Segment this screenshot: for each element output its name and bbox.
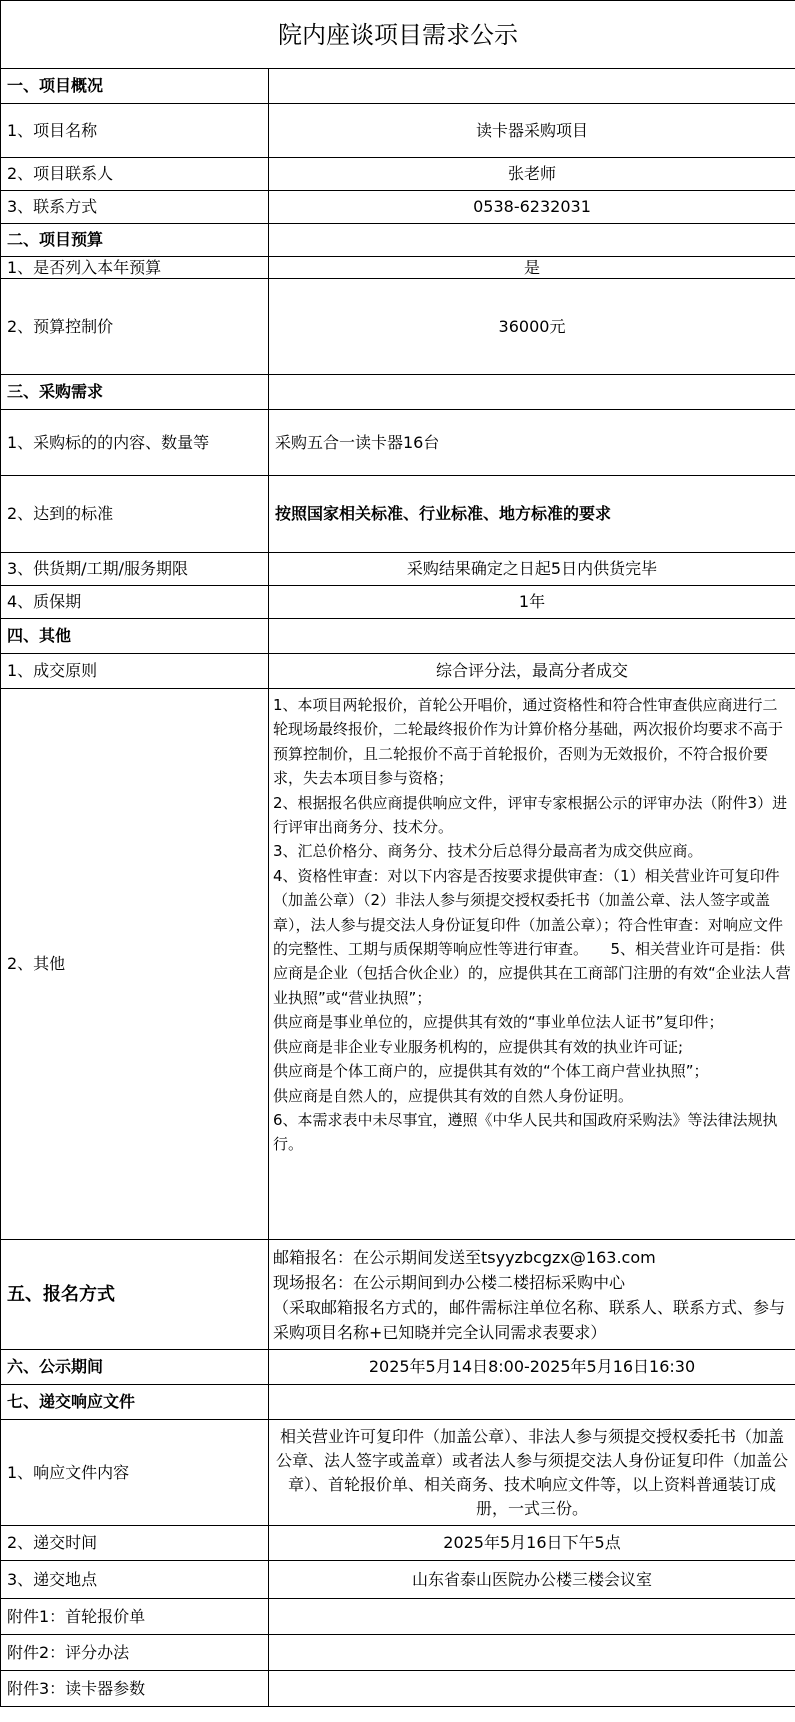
standard-value: 按照国家相关标准、行业标准、地方标准的要求 [269,476,795,553]
table-row [1,1671,795,1707]
row-label: 2、预算控制价 [1,279,269,375]
row-value [269,69,795,104]
table-row [1,1526,795,1561]
row-label: 1、成交原则 [1,654,269,689]
publicity-period-value: 2025年5月14日8:00-2025年5月16日16:30 [269,1350,795,1385]
table-row [1,279,795,375]
section-row [1,619,795,654]
row-label: 2、其他 [1,689,269,1240]
row-label: 3、联系方式 [1,191,269,224]
section-label: 三、采购需求 [1,375,269,410]
table-row [1,1599,795,1635]
table-row [1,476,795,553]
response-docs-value: 相关营业许可复印件（加盖公章）、非法人参与须提交授权委托书（加盖公章、法人签字或盖章）或者法人参与须提交法人身份证复印件（加盖公章）、首轮报价单、相关商务、技术响应文件等，以上资料普通装订成册，一式三份。 [269,1420,795,1526]
in-budget-value: 是 [269,257,795,279]
section-label: 六、公示期间 [1,1350,269,1385]
section-label: 七、递交响应文件 [1,1385,269,1420]
table-row [1,158,795,191]
terms-paragraph: 2、根据报名供应商提供响应文件，评审专家根据公示的评审办法（附件3）进行评审出商务分、技术分。 [273,793,788,837]
row-label: 1、是否列入本年预算 [1,257,269,279]
section-row [1,1350,795,1385]
row-label: 3、供货期/工期/服务期限 [1,553,269,586]
table-row [1,1420,795,1526]
attachment-label: 附件2：评分办法 [1,1635,269,1671]
section-label: 二、项目预算 [1,224,269,257]
section-row [1,375,795,410]
terms-paragraph: 供应商是非企业专业服务机构的，应提供其有效的执业许可证; [273,1037,684,1056]
terms-paragraph: 3、汇总价格分、商务分、技术分后总得分最高者为成交供应商。 [273,842,703,861]
row-value [269,224,795,257]
email-registration: 邮箱报名：在公示期间发送至tsyyzbcgzx@163.com [273,1247,656,1267]
table-row [1,1561,795,1599]
row-label: 1、采购标的的内容、数量等 [1,410,269,476]
section-label: 五、报名方式 [1,1240,269,1350]
phone-value: 0538-6232031 [269,191,795,224]
row-label: 3、递交地点 [1,1561,269,1599]
registration-note: （采取邮箱报名方式的，邮件需标注单位名称、联系人、联系方式、参与采购项目名称+已知晓并完全认同需求表要求） [273,1297,786,1342]
submit-time-value: 2025年5月16日下午5点 [269,1526,795,1561]
page-title: 院内座谈项目需求公示 [1,1,795,69]
row-value [269,619,795,654]
row-label: 1、响应文件内容 [1,1420,269,1526]
row-label: 2、项目联系人 [1,158,269,191]
submit-place-value: 山东省泰山医院办公楼三楼会议室 [269,1561,795,1599]
table-row [1,689,795,1240]
row-value [269,1635,795,1671]
terms-paragraph: 1、本项目两轮报价，首轮公开唱价，通过资格性和符合性审查供应商进行二轮现场最终报价，二轮最终报价作为计算价格分基础，两次报价均要求不高于预算控制价，且二轮报价不高于首轮报价，否则为无效报价，不符合报价要求，失去本项目参与资格； [273,696,784,788]
terms-paragraph: 4、资格性审查：对以下内容是否按要求提供审查：（1）相关营业许可复印件（加盖公章）（2）非法人参与须提交授权委托书（加盖公章、法人签字或盖章），法人参与提交法人身份证复印件（加盖公章）；符合性审查：对响应文件的完整性、工期与质保期等响应性等进行审查。 5、相关营业许可是指：供应商是企业（包括合伙企业）的，应提供其在工商部门注册的有效“企业法人营业执照”或“营业执照”； [273,866,791,1007]
section-label: 一、项目概况 [1,69,269,104]
warranty-value: 1年 [269,586,795,619]
row-value [269,1671,795,1707]
section-row [1,1240,795,1350]
section-row [1,1385,795,1420]
table-row [1,257,795,279]
title-row [1,1,795,69]
terms-paragraph: 供应商是个体工商户的，应提供其有效的“个体工商户营业执照”； [273,1062,709,1081]
row-label: 1、项目名称 [1,104,269,158]
table-row [1,1635,795,1671]
attachment-label: 附件1：首轮报价单 [1,1599,269,1635]
delivery-period-value: 采购结果确定之日起5日内供货完毕 [269,553,795,586]
table-row [1,410,795,476]
section-row [1,224,795,257]
row-label: 2、达到的标准 [1,476,269,553]
other-terms [269,689,795,1240]
project-name-value: 读卡器采购项目 [269,104,795,158]
purchase-content-value: 采购五合一读卡器16台 [269,410,795,476]
contact-person-value: 张老师 [269,158,795,191]
table-row [1,553,795,586]
onsite-registration: 现场报名：在公示期间到办公楼二楼招标采购中心 [273,1272,626,1292]
section-row [1,69,795,104]
row-label: 4、质保期 [1,586,269,619]
row-value [269,1385,795,1420]
table-row [1,654,795,689]
row-value [269,375,795,410]
row-value [269,1599,795,1635]
terms-paragraph: 6、本需求表中未尽事宜，遵照《中华人民共和国政府采购法》等法律法规执行。 [273,1110,778,1154]
deal-principle-value: 综合评分法，最高分者成交 [269,654,795,689]
table-row [1,104,795,158]
table-row [1,586,795,619]
row-label: 2、递交时间 [1,1526,269,1561]
terms-paragraph: 供应商是事业单位的，应提供其有效的“事业单位法人证书”复印件； [273,1013,724,1032]
registration-method [269,1240,795,1350]
terms-paragraph: 供应商是自然人的，应提供其有效的自然人身份证明。 [273,1086,634,1105]
budget-price-value: 36000元 [269,279,795,375]
attachment-label: 附件3：读卡器参数 [1,1671,269,1707]
table-row [1,191,795,224]
section-label: 四、其他 [1,619,269,654]
